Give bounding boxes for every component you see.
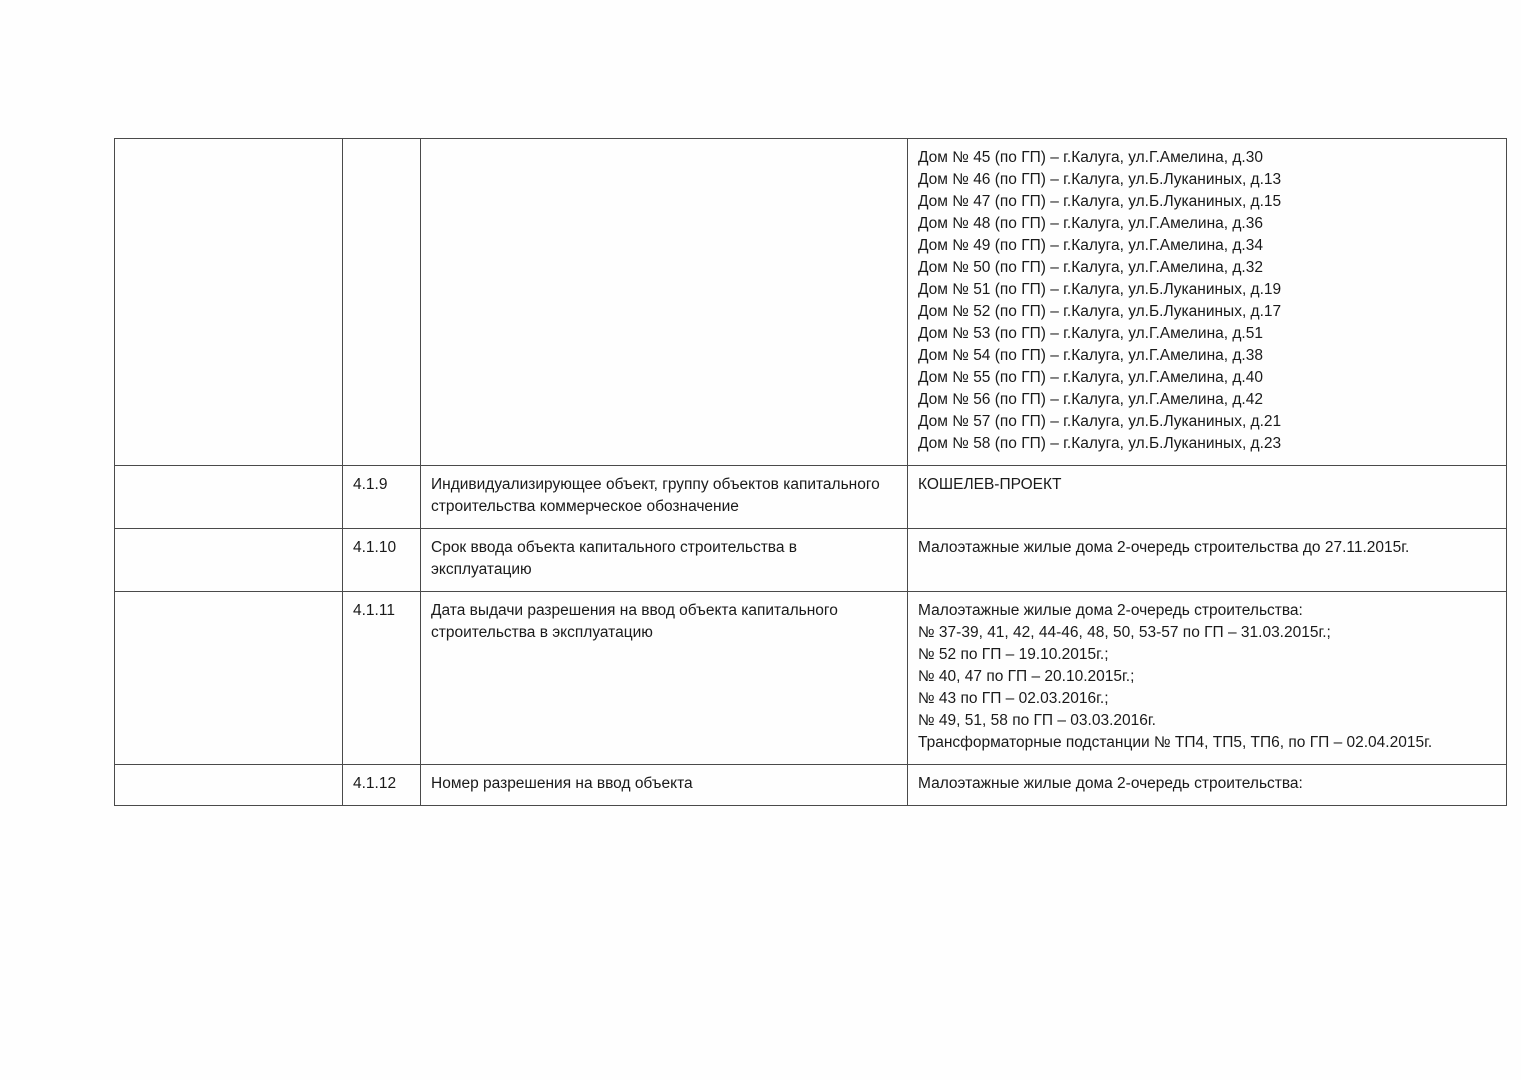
address-line: Дом № 58 (по ГП) – г.Калуга, ул.Б.Луканиных, д.23: [918, 435, 1282, 452]
row-4-1-10-spacer-cell: [115, 529, 343, 592]
address-line: Дом № 52 (по ГП) – г.Калуга, ул.Б.Луканиных, д.17: [918, 303, 1282, 320]
address-line: Дом № 50 (по ГП) – г.Калуга, ул.Г.Амелина, д.32: [918, 259, 1263, 276]
address-line: Дом № 53 (по ГП) – г.Калуга, ул.Г.Амелина, д.51: [918, 325, 1263, 342]
row-4-1-9-description-cell: Индивидуализирующее объект, группу объектов капитального строительства коммерческое обозначение: [421, 466, 908, 529]
address-line: Дом № 49 (по ГП) – г.Калуга, ул.Г.Амелина, д.34: [918, 237, 1263, 254]
row-addresses-description-cell: [421, 139, 908, 466]
value-line: № 40, 47 по ГП – 20.10.2015г.;: [918, 668, 1135, 685]
value-line: Малоэтажные жилые дома 2-очередь строительства:: [918, 602, 1303, 619]
value-line: № 37-39, 41, 42, 44-46, 48, 50, 53-57 по ГП – 31.03.2015г.;: [918, 624, 1331, 641]
row-4-1-9-value-cell: [908, 466, 1507, 529]
row-4-1-12-description-cell: Номер разрешения на ввод объекта: [421, 765, 908, 806]
address-line: Дом № 48 (по ГП) – г.Калуга, ул.Г.Амелина, д.36: [918, 215, 1263, 232]
value-line: № 49, 51, 58 по ГП – 03.03.2016г.: [918, 712, 1156, 729]
address-line: Дом № 55 (по ГП) – г.Калуга, ул.Г.Амелина, д.40: [918, 369, 1263, 386]
row-4-1-10-value-cell: [908, 529, 1507, 592]
row-4-1-12-spacer-cell: [115, 765, 343, 806]
address-line: Дом № 57 (по ГП) – г.Калуга, ул.Б.Луканиных, д.21: [918, 413, 1282, 430]
row-4-1-9-spacer-cell: [115, 466, 343, 529]
requirements-table: [114, 138, 1507, 806]
row-4-1-11-spacer-cell: [115, 592, 343, 765]
row-4-1-11-number-cell: 4.1.11: [343, 592, 421, 765]
address-line: Дом № 47 (по ГП) – г.Калуга, ул.Б.Луканиных, д.15: [918, 193, 1282, 210]
row-4-1-11-value-cell: [908, 592, 1507, 765]
row-addresses-number-cell: [343, 139, 421, 466]
address-line: Дом № 54 (по ГП) – г.Калуга, ул.Г.Амелина, д.38: [918, 347, 1263, 364]
row-4-1-11-description-cell: Дата выдачи разрешения на ввод объекта капитального строительства в эксплуатацию: [421, 592, 908, 765]
table-row: [115, 529, 1507, 592]
row-4-1-12-number-cell: 4.1.12: [343, 765, 421, 806]
value-line: Трансформаторные подстанции № ТП4, ТП5, ТП6, по ГП – 02.04.2015г.: [918, 734, 1433, 751]
address-line: Дом № 51 (по ГП) – г.Калуга, ул.Б.Луканиных, д.19: [918, 281, 1282, 298]
address-line: Дом № 46 (по ГП) – г.Калуга, ул.Б.Луканиных, д.13: [918, 171, 1282, 188]
table-row: [115, 466, 1507, 529]
value-line: № 52 по ГП – 19.10.2015г.;: [918, 646, 1109, 663]
table-row: [115, 139, 1507, 466]
table-row: [115, 765, 1507, 806]
value-line: КОШЕЛЕВ-ПРОЕКТ: [918, 476, 1062, 493]
row-4-1-9-number-cell: 4.1.9: [343, 466, 421, 529]
row-4-1-12-value-cell: [908, 765, 1507, 806]
address-line: Дом № 56 (по ГП) – г.Калуга, ул.Г.Амелина, д.42: [918, 391, 1263, 408]
row-4-1-10-description-cell: Срок ввода объекта капитального строительства в эксплуатацию: [421, 529, 908, 592]
value-line: № 43 по ГП – 02.03.2016г.;: [918, 690, 1109, 707]
address-line: Дом № 45 (по ГП) – г.Калуга, ул.Г.Амелина, д.30: [918, 149, 1263, 166]
row-addresses-spacer-cell: [115, 139, 343, 466]
row-addresses-value-cell: [908, 139, 1507, 466]
table-row: [115, 592, 1507, 765]
value-line: Малоэтажные жилые дома 2-очередь строительства:: [918, 775, 1303, 792]
row-4-1-10-number-cell: 4.1.10: [343, 529, 421, 592]
value-line: Малоэтажные жилые дома 2-очередь строительства до 27.11.2015г.: [918, 539, 1410, 556]
